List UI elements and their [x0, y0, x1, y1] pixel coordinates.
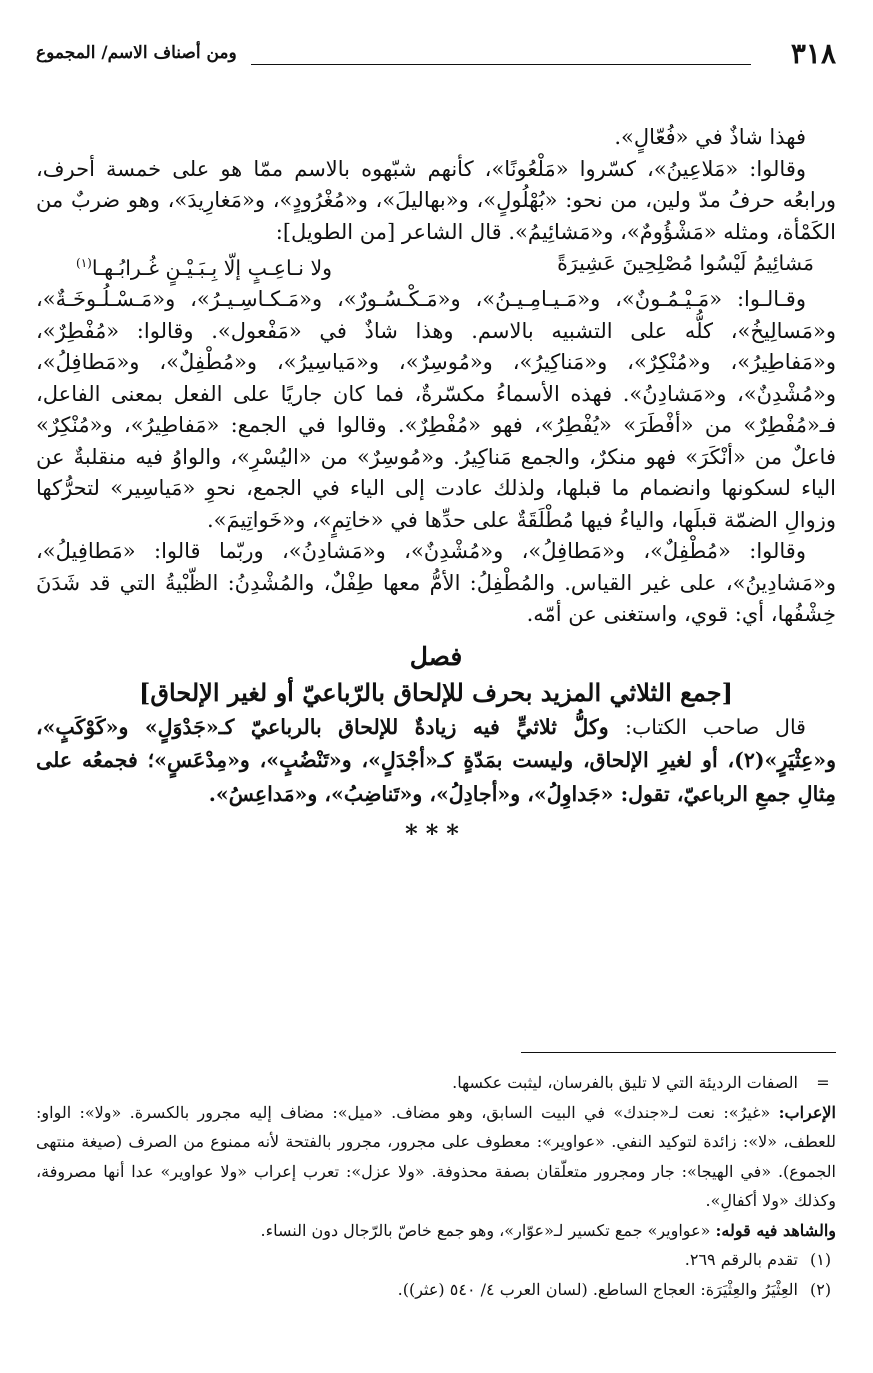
running-title: ومن أصناف الاسم/ المجموع — [36, 43, 237, 63]
footnote-rule — [521, 1052, 836, 1053]
paragraph: فهذا شاذٌ في «فُعّالٍ». — [614, 125, 806, 149]
quoted-paragraph — [36, 711, 836, 812]
footnote-item — [36, 1275, 836, 1305]
header-rule — [251, 64, 751, 65]
paragraph: وقالوا: «مُطْفِلٌ»، و«مَطافِلُ»، و«مُشْدِنٌ»، و«مَشادِنُ»، وربّما قالوا: «مَطافِيلُ»، و«مَشادِينُ»، على غير القياس. والمُطْفِلُ: الأمُّ معها طِفْلٌ، والمُشْدِنُ: الظّبْيةُ التي قد شَدَنَ خِشْفُها، أي: قوي، واستغنى عن أمّه. — [36, 539, 836, 627]
i3rab-label: الإعراب: — [778, 1102, 836, 1122]
running-header — [36, 34, 836, 78]
paragraph: وقـالـوا: «مَـيْـمُـونٌ»، و«مَـيـامِـيـنُ»، و«مَـكْـسُـورٌ»، و«مَـكـاسِـيـرُ»، و«مَـسْـلُـوخَـةٌ»، و«مَسالِيخُ»، كلُّه على التشبيه بالاسم. وهذا شاذٌ في «مَفْعول». وقالوا: «مُفْطِرٌ»، و«مَفاطِيرُ»، و«مُنْكِرٌ»، و«مَناكِيرُ»، و«مُوسِرٌ»، و«مَياسِيرُ»، و«مُطْفِلٌ»، و«مَطافِلُ»، و«مُشْدِنٌ»، و«مَشادِنُ». فهذه الأسماءُ مكسّرةٌ، فما كان جاريًا على الفعل بمعنى الفاعل، فـ«مُفْطِرٌ» من «أفْطَرَ» «يُفْطِرُ»، فهو «مُفْطِرٌ». وقالوا في الجمع: «مَفاطِيرُ»، و«مُنْكِرٌ» فاعلٌ من «أنْكَرَ» فهو منكرٌ، والجمع مَناكِيرُ. و«مُوسِرٌ» من «اليُسْرِ»، والواوُ فيه منقلبةٌ عن الياء لسكونها وانضمام ما قبلها، ولذلك عادت إلى الياء في الجمع، نحوِ «مَياسِير» لتحرُّكها وزوالِ الضمّة قبلَها، والياءُ فيها مُطْلَقَةٌ على حدِّها في «خاتِمٍ»، و«خَواتِيمَ». — [36, 287, 836, 532]
main-text — [36, 122, 836, 848]
quote-body: وكلُّ ثلاثيٍّ فيه زيادةٌ للإلحاق بالرباعيّ كـ«جَدْوَلٍ» و«كَوْكَبٍ»، و«عِثْيَرٍ»(٢)، أو لغيرِ الإلحاق، وليست بمَدّةٍ كـ«أجْدَلٍ»، و«تَنْضُبٍ»، و«مِدْعَسٍ»؛ فجمعُه على مِثالِ جمعِ الرباعيّ، تقول: «جَداوِلُ»، و«أجادِلُ»، و«تَناضِبُ»، و«مَداعِسُ». — [36, 714, 836, 806]
footnote-text: تقدم بالرقم ٢٦٩. — [684, 1250, 798, 1269]
footnote-continuation — [36, 1068, 836, 1098]
footnote-text: العِثْيَرُ والعِثْيَرَة: العجاج الساطع. (لسان العرب ٤/ ٥٤٠ (عثر)). — [397, 1279, 798, 1299]
footnote-number: (٢) — [810, 1279, 832, 1299]
footnote-ref: (١) — [76, 256, 92, 270]
poetry-verse — [36, 248, 836, 284]
footnote-item — [36, 1245, 836, 1275]
page — [36, 34, 836, 1354]
footnote-number: (١) — [810, 1250, 832, 1269]
page-number: ٣١٨ — [790, 37, 836, 70]
shahid-text: «عواوير» جمع تكسير لـ«عوّار»، وهو جمع خاصّ بالرّجال دون النساء. — [260, 1220, 711, 1240]
paragraph: وقالوا: «مَلاعِينُ»، كسّروا «مَلْعُونًا»، كأنهم شبّهوه بالاسم ممّا هو على خمسة أحرف، ورابعُه حرفُ مدّ ولين، من نحو: «بُهْلُولٍ»، و«بهاليلَ»، و«مُغْرُودٍ»، و«مَغارِيدَ»، وهو ضربٌ من الكَمْأة، ومثله «مَشْؤُومٌ»، و«مَشائِيمُ». قال الشاعر [من الطويل]: — [36, 156, 836, 244]
footnotes — [36, 1068, 836, 1304]
quote-lead: قال صاحب الكتاب: — [625, 714, 806, 739]
verse-first-hemistich: مَشائِيمُ لَيْسُوا مُصْلِحِينَ عَشِيرَةً — [557, 251, 814, 275]
section-title: فصل — [409, 641, 463, 671]
shahid-label: والشاهد فيه قوله: — [715, 1220, 836, 1240]
continuation-marker: = — [816, 1073, 830, 1092]
verse-second-hemistich: ولا نـاعِـبٍ إلّا بِـبَـيْـنٍ غُـرابُـهـا$^{(١)}$ — [76, 255, 333, 280]
i3rab-text: «غيرُ»: نعت لـ«جندك» في البيت السابق، وهو مضاف. «ميل»: مضاف إليه مجرور بالكسرة. «ولا»: الواو: للعطف، «لا»: زائدة لتوكيد النفي. «عواوير»: معطوف على مجرور، مجرور بالفتحة لأنه ممنوع من الصرف (صيغة منتهى الجموع). «في الهيجا»: جار ومجرور متعلّقان بصفة محذوفة. «ولا عزل»: تعرب إعراب «ولا عواوير» عدا أنها مصروفة، وكذلك «ولا أكفالِ». — [36, 1102, 836, 1210]
footnote-shahid — [36, 1216, 836, 1246]
section-subtitle: [جمع الثلاثي المزيد بحرف للإلحاق بالرّباعيّ أو لغير الإلحاق] — [139, 677, 733, 707]
footnote-text: الصفات الرديئة التي لا تليق بالفرسان، ليثبت عكسها. — [452, 1073, 798, 1092]
section-ornament: *** — [405, 819, 467, 849]
footnote-i3rab — [36, 1098, 836, 1216]
